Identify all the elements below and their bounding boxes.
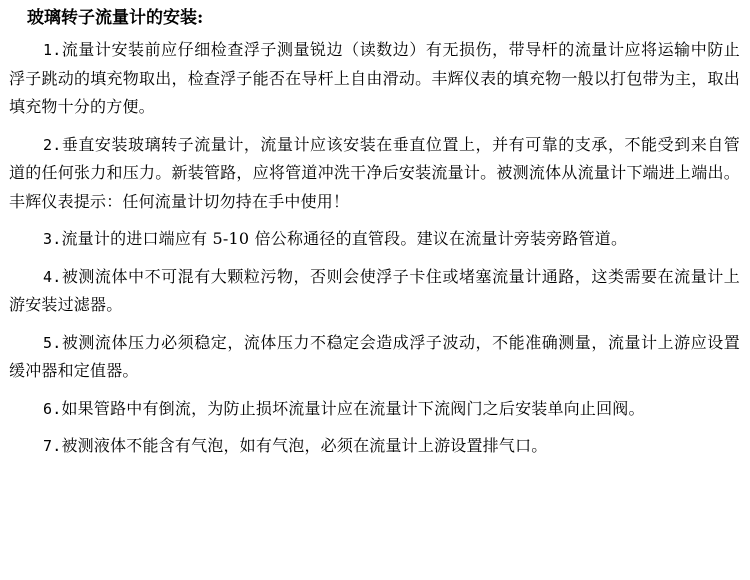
paragraph-number: 6.	[43, 399, 62, 418]
paragraph-text: 流量计安装前应仔细检查浮子测量锐边（读数边）有无损伤，带导杆的流量计应将运输中防止浮子跳动的填充物取出，检查浮子能否在导杆上自由滑动。丰辉仪表的填充物一般以打包带为主，取出填充物十分的方便。	[9, 40, 740, 116]
paragraph-number: 3.	[43, 230, 62, 248]
paragraph-text: 垂直安装玻璃转子流量计，流量计应该安装在垂直位置上，并有可靠的支承，不能受到来自管道的任何张力和压力。新装管路，应将管道冲洗干净后安装流量计。被测流体从流量计下端进上端出。丰辉仪表提示：任何流量计切勿持在手中使用！	[9, 134, 740, 211]
paragraph-number: 4.	[43, 267, 62, 286]
paragraph-number: 7.	[43, 437, 62, 455]
paragraph-1	[9, 36, 740, 122]
paragraph-text: 流量计的进口端应有 5-10 倍公称通径的直管段。建议在流量计旁装旁路管道。	[61, 229, 628, 248]
paragraph-text: 被测液体不能含有气泡，如有气泡，必须在流量计上游设置排气口。	[61, 436, 548, 455]
paragraph-7	[9, 432, 740, 461]
paragraph-3	[9, 225, 740, 254]
document-title: 玻璃转子流量计的安装:	[27, 8, 204, 28]
paragraph-number: 2.	[43, 135, 62, 154]
paragraph-number: 1.	[43, 41, 62, 59]
paragraph-2	[9, 131, 740, 217]
paragraph-6	[9, 395, 740, 424]
paragraph-4	[9, 263, 740, 320]
paragraph-text: 如果管路中有倒流，为防止损坏流量计应在流量计下流阀门之后安装单向止回阀。	[61, 398, 645, 418]
paragraph-text: 被测流体压力必须稳定，流体压力不稳定会造成浮子波动，不能准确测量，流量计上游应设置缓冲器和定值器。	[9, 332, 740, 380]
paragraph-number: 5.	[43, 333, 62, 352]
paragraph-5	[9, 329, 740, 386]
paragraph-text: 被测流体中不可混有大颗粒污物，否则会使浮子卡住或堵塞流量计通路，这类需要在流量计上游安装过滤器。	[9, 266, 740, 314]
